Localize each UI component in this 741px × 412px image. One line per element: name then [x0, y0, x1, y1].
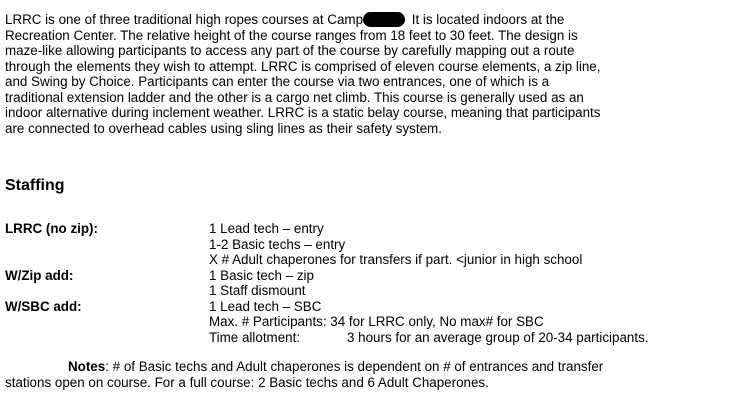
staffing-row: [5, 314, 739, 330]
intro-line: maze-like allowing participants to access any part of the course by carefully mapping out a route: [5, 43, 575, 58]
intro-line: [5, 12, 739, 28]
staffing-value: 1-2 Basic techs – entry: [209, 236, 346, 252]
time-allotment-label: Time allotment:: [209, 329, 301, 345]
time-allotment: [209, 330, 648, 346]
intro-line: Recreation Center. The relative height of the course ranges from 18 feet to 30 feet. The design is: [5, 27, 578, 43]
staffing-row: [5, 299, 739, 315]
staffing-row: [5, 221, 739, 237]
staffing-row: [5, 330, 739, 346]
staffing-role: LRRC (no zip):: [5, 221, 98, 236]
intro-text: LRRC is one of three traditional high ropes courses at Camp: [5, 12, 364, 27]
intro-text: It is located indoors at the: [411, 12, 565, 27]
staffing-role: W/SBC add:: [5, 298, 82, 314]
intro-paragraph: [5, 12, 739, 136]
staffing-row: [5, 252, 739, 268]
staffing-row: [5, 237, 739, 253]
intro-line: are connected to overhead cables using sling lines as their safety system.: [5, 120, 442, 136]
staffing-value: 1 Basic tech – zip: [209, 267, 314, 283]
notes-paragraph: [5, 359, 739, 390]
notes-line: stations open on course. For a full course: 2 Basic techs and 6 Adult Chaperones.: [5, 374, 489, 390]
notes-text: : # of Basic techs and Adult chaperones is dependent on # of entrances and transfer: [105, 359, 604, 374]
staffing-heading: Staffing: [5, 177, 65, 194]
intro-line: traditional extension ladder and the other is a cargo net climb. This course is generally used as an: [5, 89, 584, 105]
staffing-row: [5, 283, 739, 299]
staffing-value: 1 Lead tech – SBC: [209, 298, 322, 314]
staffing-value: 1 Staff dismount: [209, 283, 306, 298]
intro-line: indoor alternative during inclement weather. LRRC is a static belay course, meaning that participants: [5, 105, 601, 120]
staffing-value: Max. # Participants: 34 for LRRC only, No max# for SBC: [209, 314, 544, 329]
intro-line: through the elements they wish to attempt. LRRC is comprised of eleven course elements, a zip line,: [5, 58, 601, 74]
staffing-value: X # Adult chaperones for transfers if part. <junior in high school: [209, 252, 583, 267]
staffing-role: W/Zip add:: [5, 267, 74, 283]
staffing-table: [5, 221, 739, 345]
notes-label: Notes: [68, 359, 106, 374]
staffing-value: 1 Lead tech – entry: [209, 221, 324, 236]
notes-line: [5, 359, 739, 375]
time-allotment-value: 3 hours for an average group of 20-34 participants.: [347, 329, 649, 345]
staffing-row: [5, 268, 739, 284]
intro-line: and Swing by Choice. Participants can enter the course via two entrances, one of which is a: [5, 74, 550, 89]
redaction-mark: [363, 12, 405, 27]
